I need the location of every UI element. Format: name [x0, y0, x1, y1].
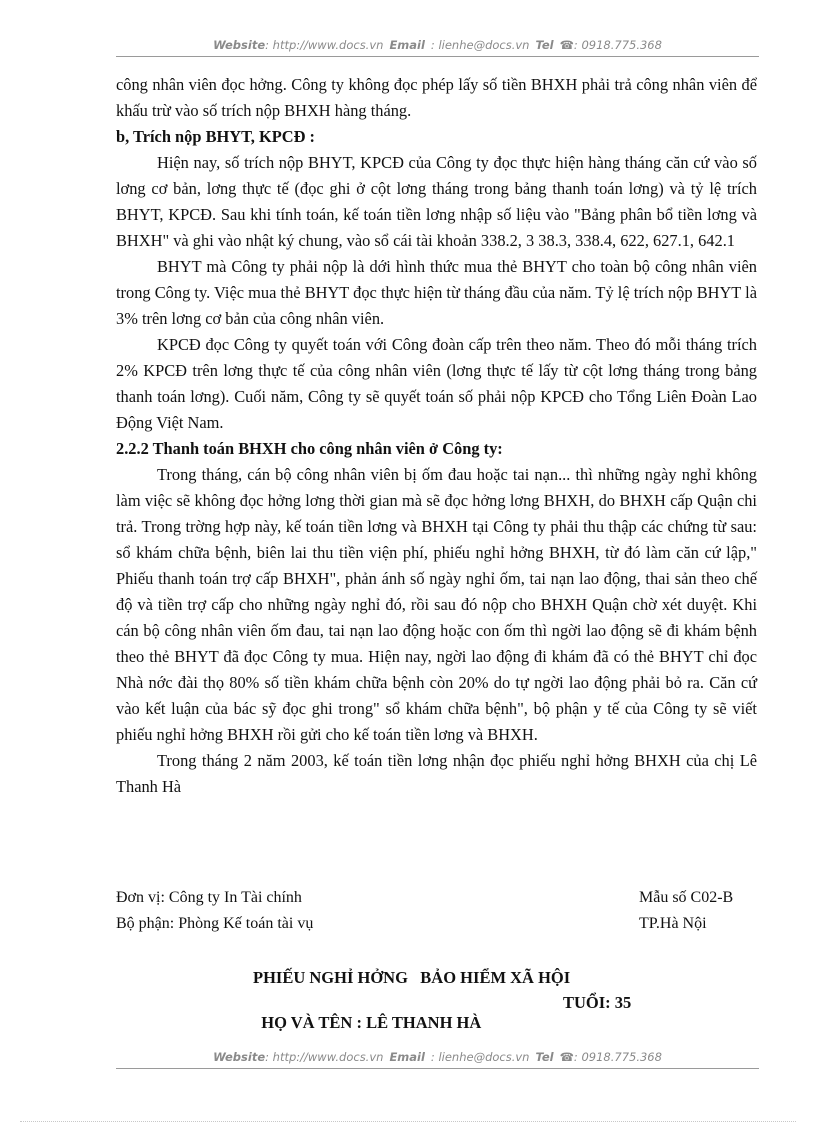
email-value: : lienhe@docs.vn [430, 38, 530, 52]
footer-tel-label: Tel [535, 1050, 554, 1064]
form-number: Mẫu số C02-B [639, 889, 734, 906]
footer-phone-icon: ☎ [559, 1050, 574, 1064]
footer-email-value: : lienhe@docs.vn [430, 1050, 530, 1064]
form-unit: Đơn vị: Công ty In Tài chính [116, 889, 302, 906]
form-department-row [116, 915, 759, 933]
page-footer [116, 1050, 759, 1064]
header-rule [116, 56, 759, 57]
website-label: Website [213, 38, 266, 52]
paragraph-continued: công nhân viên đọc hởng. Công ty không đọc phép lấy số tiền BHXH phải trả công nhân viên để khấu trừ vào số trích nộp BHXH hàng tháng. [116, 75, 757, 120]
tel-value: : 0918.775.368 [573, 38, 662, 52]
form-age-line: TUỔI: 35 [563, 993, 632, 1012]
paragraph-kpcd: KPCĐ đọc Công ty quyết toán với Công đoàn cấp trên theo năm. Theo đó mỗi tháng trích 2% KPCĐ trên lơng thực tế của công nhân viên (lơng thực tế lấy từ cột lơng tháng trong bảng thanh toán lơng). Cuối năm, Công ty sẽ quyết toán số phải nộp KPCĐ cho Tổng Liên Đoàn Lao Động Việt Nam. [116, 335, 757, 432]
section-heading-2-2-2: 2.2.2 Thanh toán BHXH cho công nhân viên ở Công ty: [116, 439, 503, 458]
website-value: : http://www.docs.vn [265, 38, 384, 52]
paragraph-february: Trong tháng 2 năm 2003, kế toán tiền lơng nhận đọc phiếu nghỉ hởng BHXH của chị Lê Thanh Hà [116, 751, 757, 796]
page-header [116, 38, 759, 52]
footer-website-value: : http://www.docs.vn [265, 1050, 384, 1064]
email-label: Email [389, 38, 425, 52]
paragraph-bhxh-payment: Trong tháng, cán bộ công nhân viên bị ốm đau hoặc tai nạn... thì những ngày nghỉ không làm việc sẽ không đọc hởng lơng thời gian mà sẽ đọc hởng lơng BHXH, do BHXH cấp Quận chi trả. Trong trờng hợp này, kế toán tiền lơng và BHXH tại Công ty phải thu thập các chứng từ sau: sổ khám chữa bệnh, biên lai thu tiền viện phí, phiếu nghỉ hởng BHXH, từ đó làm căn cứ lập," Phiếu thanh toán trợ cấp BHXH", phản ánh số ngày nghỉ ốm, tai nạn lao động, thai sản theo chế độ và tiền trợ cấp cho những ngày nghỉ đó, rồi sau đó nộp cho BHXH Quận chờ xét duyệt. Khi cán bộ công nhân viên ốm đau, tai nạn lao động hoặc con ốm thì ngời lao động sẽ đi khám bệnh theo thẻ BHYT đã đọc Công ty mua. Hiện nay, ngời lao động đi khám đã có thẻ BHYT chỉ đọc Nhà nớc đài thọ 80% số tiền khám chữa bệnh còn 20% do tự ngời lao động phải bỏ ra. Căn cứ vào kết luận của bác sỹ đọc ghi trong" sổ khám chữa bệnh", bộ phận y tế của Công ty sẽ viết phiếu nghỉ hởng BHXH rồi gửi cho kế toán tiền lơng và BHXH. [116, 465, 757, 744]
footer-website-label: Website [213, 1050, 266, 1064]
form-name-line: HỌ VÀ TÊN : LÊ THANH HÀ [261, 1013, 482, 1032]
form-unit-row [116, 889, 759, 907]
page-bottom-divider [20, 1121, 796, 1122]
section-heading-bhyt-kpcd: b, Trích nộp BHYT, KPCĐ : [116, 127, 315, 146]
form-name-row [253, 993, 632, 1053]
footer-email-label: Email [389, 1050, 425, 1064]
form-department: Bộ phận: Phòng Kế toán tài vụ [116, 915, 314, 932]
document-body [116, 72, 757, 800]
footer-tel-value: : 0918.775.368 [573, 1050, 662, 1064]
phone-icon: ☎ [559, 38, 574, 52]
form-title: PHIẾU NGHỈ HỞNG BẢO HIỂM XÃ HỘI [253, 968, 571, 987]
tel-label: Tel [535, 38, 554, 52]
form-city: TP.Hà Nội [639, 915, 707, 932]
paragraph-bhyt-kpcd: Hiện nay, số trích nộp BHYT, KPCĐ của Công ty đọc thực hiện hàng tháng căn cứ vào số lơng cơ bản, lơng thực tế (đọc ghi ở cột lơng tháng trong bảng thanh toán lơng) và tỷ lệ trích BHYT, KPCĐ. Sau khi tính toán, kế toán tiền lơng nhập số liệu vào "Bảng phân bổ tiền lơng và BHXH" và ghi vào nhật ký chung, vào sổ cái tài khoản 338.2, 3 38.3, 338.4, 622, 627.1, 642.1 [116, 153, 757, 250]
footer-rule [116, 1068, 759, 1069]
paragraph-bhyt-purchase: BHYT mà Công ty phải nộp là dới hình thức mua thẻ BHYT cho toàn bộ công nhân viên trong Công ty. Việc mua thẻ BHYT đọc thực hiện từ tháng đầu của năm. Tỷ lệ trích nộp BHYT là 3% trên lơng cơ bản của công nhân viên. [116, 257, 757, 328]
